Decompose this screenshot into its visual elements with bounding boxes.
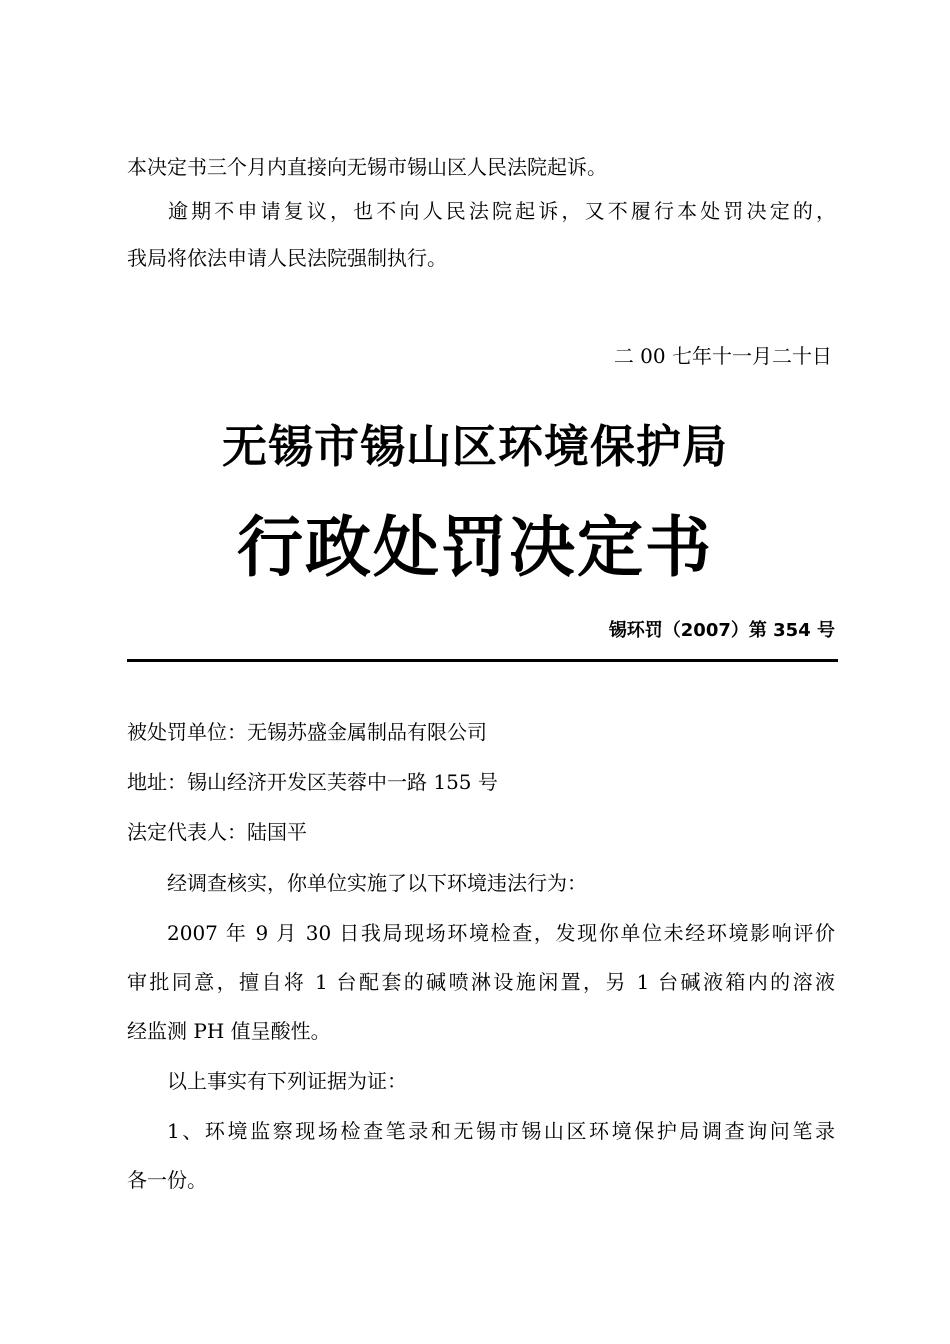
document-title: 行政处罚决定书 [237,509,713,586]
issuing-authority-title: 无锡市锡山区环境保护局 [221,420,728,473]
decision-date: 二 00 七年十一月二十日 [613,344,832,368]
paragraph-line: 各一份。 [127,1168,207,1192]
legal-representative: 法定代表人：陆国平 [127,820,307,844]
paragraph-line: 以上事实有下列证据为证： [167,1069,407,1093]
paragraph-line: 1、环境监察现场检查笔录和无锡市锡山区环境保护局调查询问笔录 [167,1119,835,1143]
party-address: 地址：锡山经济开发区芙蓉中一路 155 号 [127,770,498,794]
paragraph-line: 逾期不申请复议，也不向人民法院起诉，又不履行本处罚决定的， [168,199,836,223]
paragraph-line: 2007 年 9 月 30 日我局现场环境检查，发现你单位未经环境影响评价 [167,921,835,945]
penalized-party: 被处罚单位：无锡苏盛金属制品有限公司 [127,720,487,744]
paragraph-line: 经调查核实，你单位实施了以下环境违法行为： [167,871,587,895]
paragraph-line: 本决定书三个月内直接向无锡市锡山区人民法院起诉。 [127,155,607,179]
paragraph-line: 经监测 PH 值呈酸性。 [127,1019,331,1043]
paragraph-line: 我局将依法申请人民法院强制执行。 [127,246,447,270]
header-divider [127,659,838,662]
document-number: 锡环罚（2007）第 354 号 [608,620,835,641]
paragraph-line: 审批同意，擅自将 1 台配套的碱喷淋设施闲置，另 1 台碱液箱内的溶液 [127,970,835,994]
